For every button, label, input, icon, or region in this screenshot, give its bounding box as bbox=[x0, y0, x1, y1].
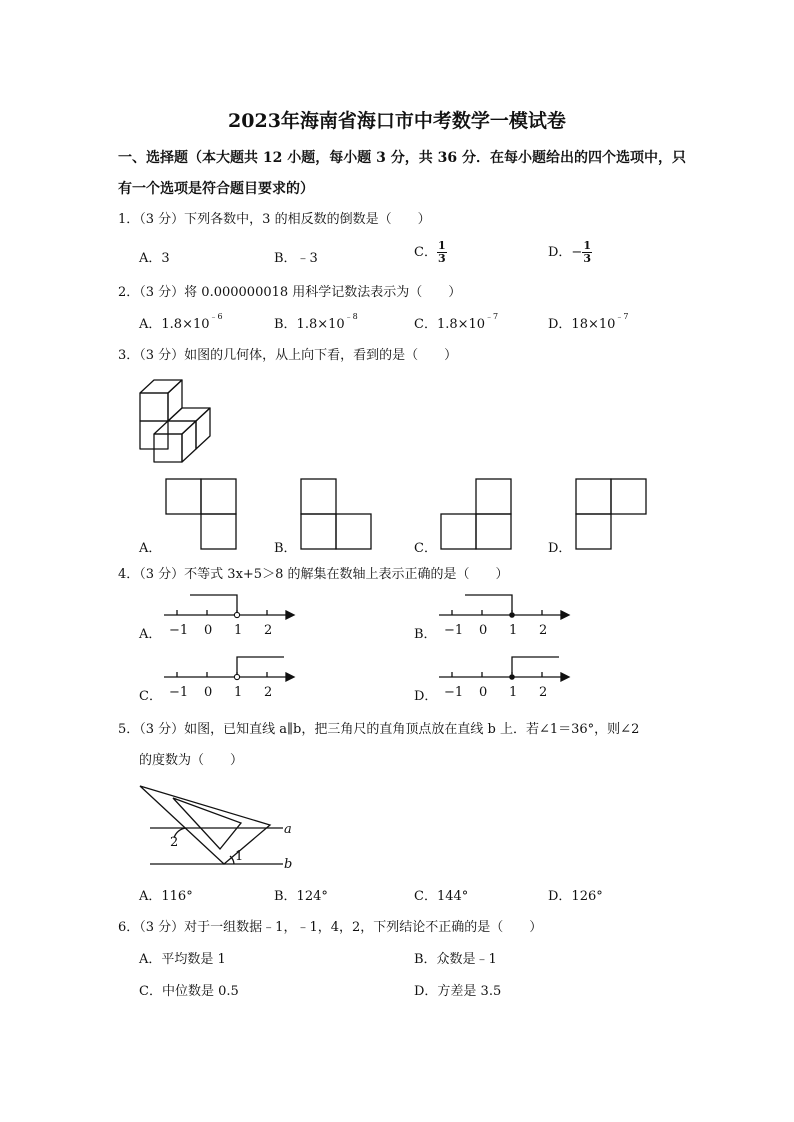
q4-option-a: A． bbox=[139, 627, 162, 642]
q3-option-d-figure bbox=[575, 478, 647, 550]
question-1-text: 1．（3 分）下列各数中，3 的相反数的倒数是（ ） bbox=[118, 212, 431, 227]
question-6-text: 6．（3 分）对于一组数据﹣1，﹣1，4，2，下列结论不正确的是（ ） bbox=[118, 920, 543, 935]
q3-option-a: A． bbox=[139, 541, 162, 556]
section-heading-line2: 有一个选项是符合题目要求的） bbox=[118, 181, 314, 197]
q4-option-d: D． bbox=[414, 689, 438, 704]
q4-option-c: C． bbox=[139, 689, 162, 704]
q1-option-d bbox=[548, 240, 592, 265]
q3-option-d: D． bbox=[548, 541, 572, 556]
q1-option-b: B．﹣3 bbox=[274, 251, 318, 266]
q6-option-d: D．方差是 3.5 bbox=[414, 984, 502, 999]
q1-option-c-label: C． bbox=[414, 245, 437, 260]
q2-option-d: D．$18\times 10^{﹣7}$ bbox=[548, 312, 629, 332]
page-title: 2023年海南省海口市中考数学一模试卷 bbox=[228, 110, 566, 132]
q5-angle-2-label: 2 bbox=[170, 835, 179, 850]
section-heading-line1: 一、选择题（本大题共 12 小题，每小题 3 分，共 36 分．在每小题给出的四个选项中，只 bbox=[118, 150, 686, 166]
q5-line-b-label: b bbox=[284, 857, 293, 872]
q3-option-c-figure bbox=[440, 478, 512, 550]
q5-option-a: A．116° bbox=[139, 889, 193, 904]
q1-option-a: A．3 bbox=[139, 251, 170, 266]
q4-option-b: B． bbox=[414, 627, 437, 642]
question-3-text: 3．（3 分）如图的几何体，从上向下看，看到的是（ ） bbox=[118, 348, 458, 363]
q5-option-d: D．126° bbox=[548, 889, 603, 904]
q3-option-a-figure bbox=[165, 478, 237, 550]
question-5-text-line2: 的度数为（ ） bbox=[139, 753, 244, 768]
q5-triangle-ruler-figure bbox=[138, 778, 308, 878]
q3-solid-figure bbox=[130, 375, 220, 465]
question-5-text-line1: 5．（3 分）如图，已知直线 a∥b，把三角尺的直角顶点放在直线 b 上．若∠1＝36°，则∠2 bbox=[118, 722, 640, 737]
q6-option-c: C．中位数是 0.5 bbox=[139, 984, 239, 999]
q1-option-d-fraction: $\frac{1}{3}$ bbox=[583, 239, 591, 265]
q3-option-c: C． bbox=[414, 541, 437, 556]
q2-option-c: C．$1.8\times 10^{﹣7}$ bbox=[414, 312, 499, 332]
q5-option-c: C．144° bbox=[414, 889, 469, 904]
q6-option-a: A．平均数是 1 bbox=[139, 952, 226, 967]
q3-option-b-figure bbox=[300, 478, 372, 550]
question-4-text: 4．（3 分）不等式 3x+5＞8 的解集在数轴上表示正确的是（ ） bbox=[118, 567, 509, 582]
q1-option-c-fraction: $\frac{1}{3}$ bbox=[437, 239, 446, 265]
q3-option-b: B． bbox=[274, 541, 297, 556]
q1-option-c bbox=[414, 240, 447, 265]
q5-angle-1-label: 1 bbox=[235, 849, 244, 864]
q5-option-b: B．124° bbox=[274, 889, 328, 904]
question-2-text: 2．（3 分）将 0.000000018 用科学记数法表示为（ ） bbox=[118, 285, 462, 300]
q1-option-d-label: D．− bbox=[548, 245, 583, 260]
q2-option-a: A．$1.8\times 10^{﹣6}$ bbox=[139, 312, 223, 332]
q6-option-b: B．众数是﹣1 bbox=[414, 952, 497, 967]
q2-option-b: B．$1.8\times 10^{﹣8}$ bbox=[274, 312, 358, 332]
q5-line-a-label: a bbox=[284, 822, 292, 837]
